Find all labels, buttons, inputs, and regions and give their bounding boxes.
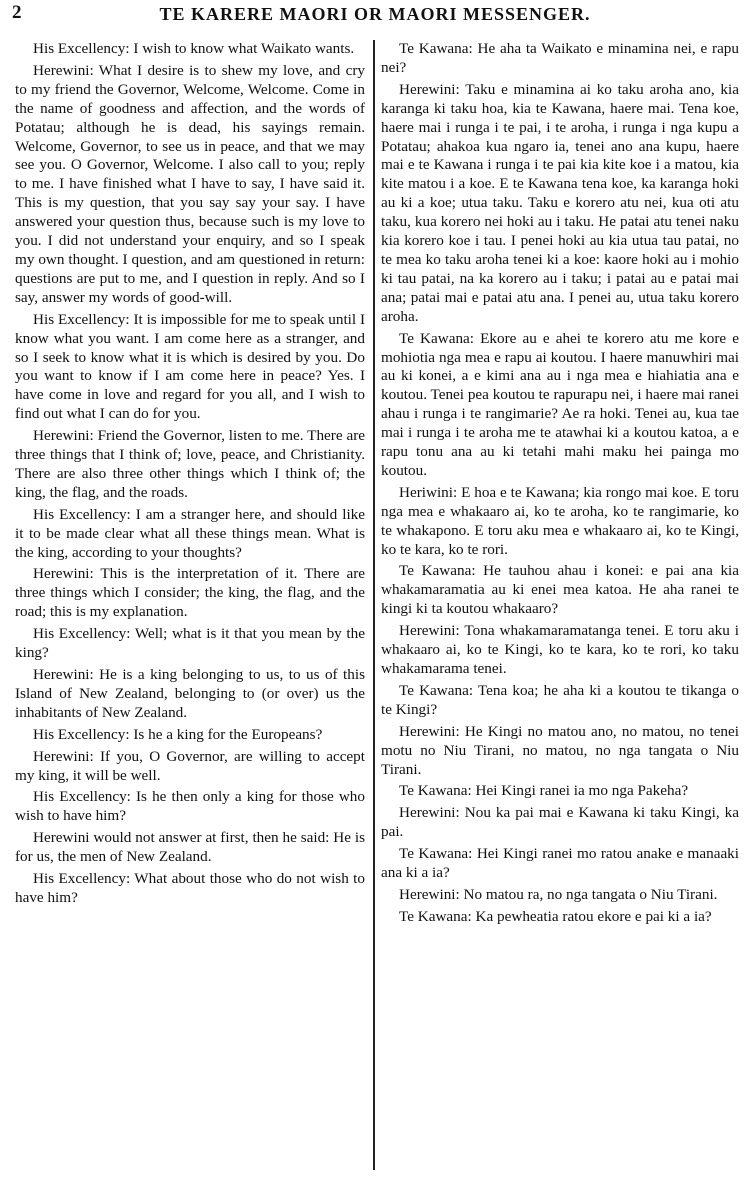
page-number: 2 xyxy=(12,2,22,23)
maori-paragraph: Herewini: Taku e minamina ai ko taku aroha ano, kia karanga ki taku hoa, kia te Kawana, haere mai. Tena koe, haere mai i runga i te pai, i te aroha, i runga i nga kupu a Potatau; ahakoa kua ngaro ia, tenei ano ana kupu, haere mai e te Kawana i runga i te pai kia kite koe i a matou, kia kite matou i a koe. E te Kawana tena koe, ka karanga hoki au ki a koe; utua taku. Taku e korero atu nei, kua oti atu taku, kua korero nei hoki au i taku. He patai atu tenei naku kia korero koe i tau. I penei hoki au kia utua tau patai, no te mea ko taku aroha tenei ki a koe: kaore hoki au i mohio ki tau patai, na ka korero au i taku; i patai au e patai mai ana; patai mai e patai atu ana. I penei au, utua taku korero aroha. xyxy=(381,80,739,325)
maori-paragraph: Herewini: Tona whakamaramatanga tenei. E toru aku i whakaaro ai, ko te Kingi, ko te kara, ko te rori, ko taku whakamarama tenei. xyxy=(381,622,739,677)
english-paragraph: His Excellency: Is he then only a king for those who wish to have him? xyxy=(15,788,365,825)
english-paragraph: His Excellency: I am a stranger here, and should like it to be made clear what all these things mean. What is the king, according to your thoughts? xyxy=(15,505,365,561)
english-column xyxy=(15,40,365,911)
maori-paragraph: Te Kawana: He aha ta Waikato e minamina nei, e rapu nei? xyxy=(381,40,739,76)
column-divider xyxy=(373,40,375,1170)
maori-paragraph: Herewini: No matou ra, no nga tangata o Niu Tirani. xyxy=(399,885,718,903)
english-paragraph: His Excellency: What about those who do not wish to have him? xyxy=(15,870,365,906)
maori-paragraph: Te Kawana: Ka pewheatia ratou ekore e pai ki a ia? xyxy=(399,907,712,925)
maori-paragraph: Te Kawana: Tena koa; he aha ki a koutou te tikanga o te Kingi? xyxy=(381,681,739,718)
maori-paragraph: Te Kawana: He tauhou ahau i konei: e pai ana kia whakamaramatia au ki enei mea katoa. He aha ranei te kingi ki ta koutou whakaaro? xyxy=(381,562,739,618)
english-paragraph: Herewini: What I desire is to shew my love, and cry to my friend the Governor, Welcome, Welcome. Come in the name of goodness and affection, and the words of Potatau; although he is dead, his sayings remain. Welcome, Governor, to see us in peace, and that we may see you. O Governor, Welcome. I also call to you; reply to me. I have finished what I have to say, I have said it. This is my question, that you say say your say. I have answered your question thus, because such is my love to you. I did not understand your enquiry, and so I speak my own thought. I question, and am questioned in return: questions are put to me, and I question in reply. And so I say, answer my words of good-will. xyxy=(15,61,365,306)
english-paragraph: Herewini: He is a king belonging to us, to us of this Island of New Zealand, belonging to (or over) us the inhabitants of New Zealand. xyxy=(15,666,365,721)
page-header xyxy=(0,2,750,30)
english-paragraph: His Excellency: Well; what is it that you mean by the king? xyxy=(15,625,365,662)
english-paragraph: His Excellency: I wish to know what Waikato wants. xyxy=(33,40,355,57)
maori-paragraph: Te Kawana: Hei Kingi ranei mo ratou anake e manaaki ana ki a ia? xyxy=(381,845,739,882)
maori-paragraph: Te Kawana: Ekore au e ahei te korero atu me kore e mohiotia nga mea e rapu ai koutou. I haere manuwhiri mai au ki konei, a e kimi ana au i nga mea e hiahiatia ana e koutou. Tenei pea koutou te rapurapu nei, i haere mai ranei ahau i runga i te rangimarie? Ae ra hoki. Tenei au, kua tae mai i runga i te aroha me te atawhai ki a koutou katoa, a e rapu tonu ana au ki tetahi mahi maku hei painga mo koutou. xyxy=(381,329,739,479)
newspaper-title: TE KARERE MAORI OR MAORI MESSENGER. xyxy=(159,4,591,24)
maori-column xyxy=(381,40,739,930)
maori-paragraph: Herewini: He Kingi no matou ano, no matou, no tenei motu no Niu Tirani, no matou, no nga tangata o Niu Tirani. xyxy=(381,722,739,778)
english-paragraph: Herewini: This is the interpretation of it. There are three things which I consider; the king, the flag, and the road; this is my explanation. xyxy=(15,565,365,621)
english-paragraph: Herewini: Friend the Governor, listen to me. There are three things that I think of; love, peace, and Christianity. There are also three other things which I think of; the king, the flag, and the roads. xyxy=(15,427,365,501)
english-paragraph: Herewini would not answer at first, then he said: He is for us, the men of New Zealand. xyxy=(15,829,365,866)
english-paragraph: His Excellency: Is he a king for the Europeans? xyxy=(33,725,323,743)
maori-paragraph: Te Kawana: Hei Kingi ranei ia mo nga Pakeha? xyxy=(399,782,689,800)
english-paragraph: Herewini: If you, O Governor, are willing to accept my king, it will be well. xyxy=(15,747,365,784)
english-paragraph: His Excellency: It is impossible for me to speak until I know what you want. I am come here as a stranger, and so I seek to know what it is which is desired by you. Do you want to know if I am come here in peace? Yes. I have come in love and regard for you all, and I wish to find out what I can do for you. xyxy=(15,310,365,423)
maori-paragraph: Heriwini: E hoa e te Kawana; kia rongo mai koe. E toru nga mea e whakaaro ai, ko te aroha, ko te rangimarie, ko te whakapono. E toru aku mea e whakaaro ai, ko te Kingi, ko te kara, ko te rori. xyxy=(381,483,739,558)
maori-paragraph: Herewini: Nou ka pai mai e Kawana ki taku Kingi, ka pai. xyxy=(381,804,739,841)
